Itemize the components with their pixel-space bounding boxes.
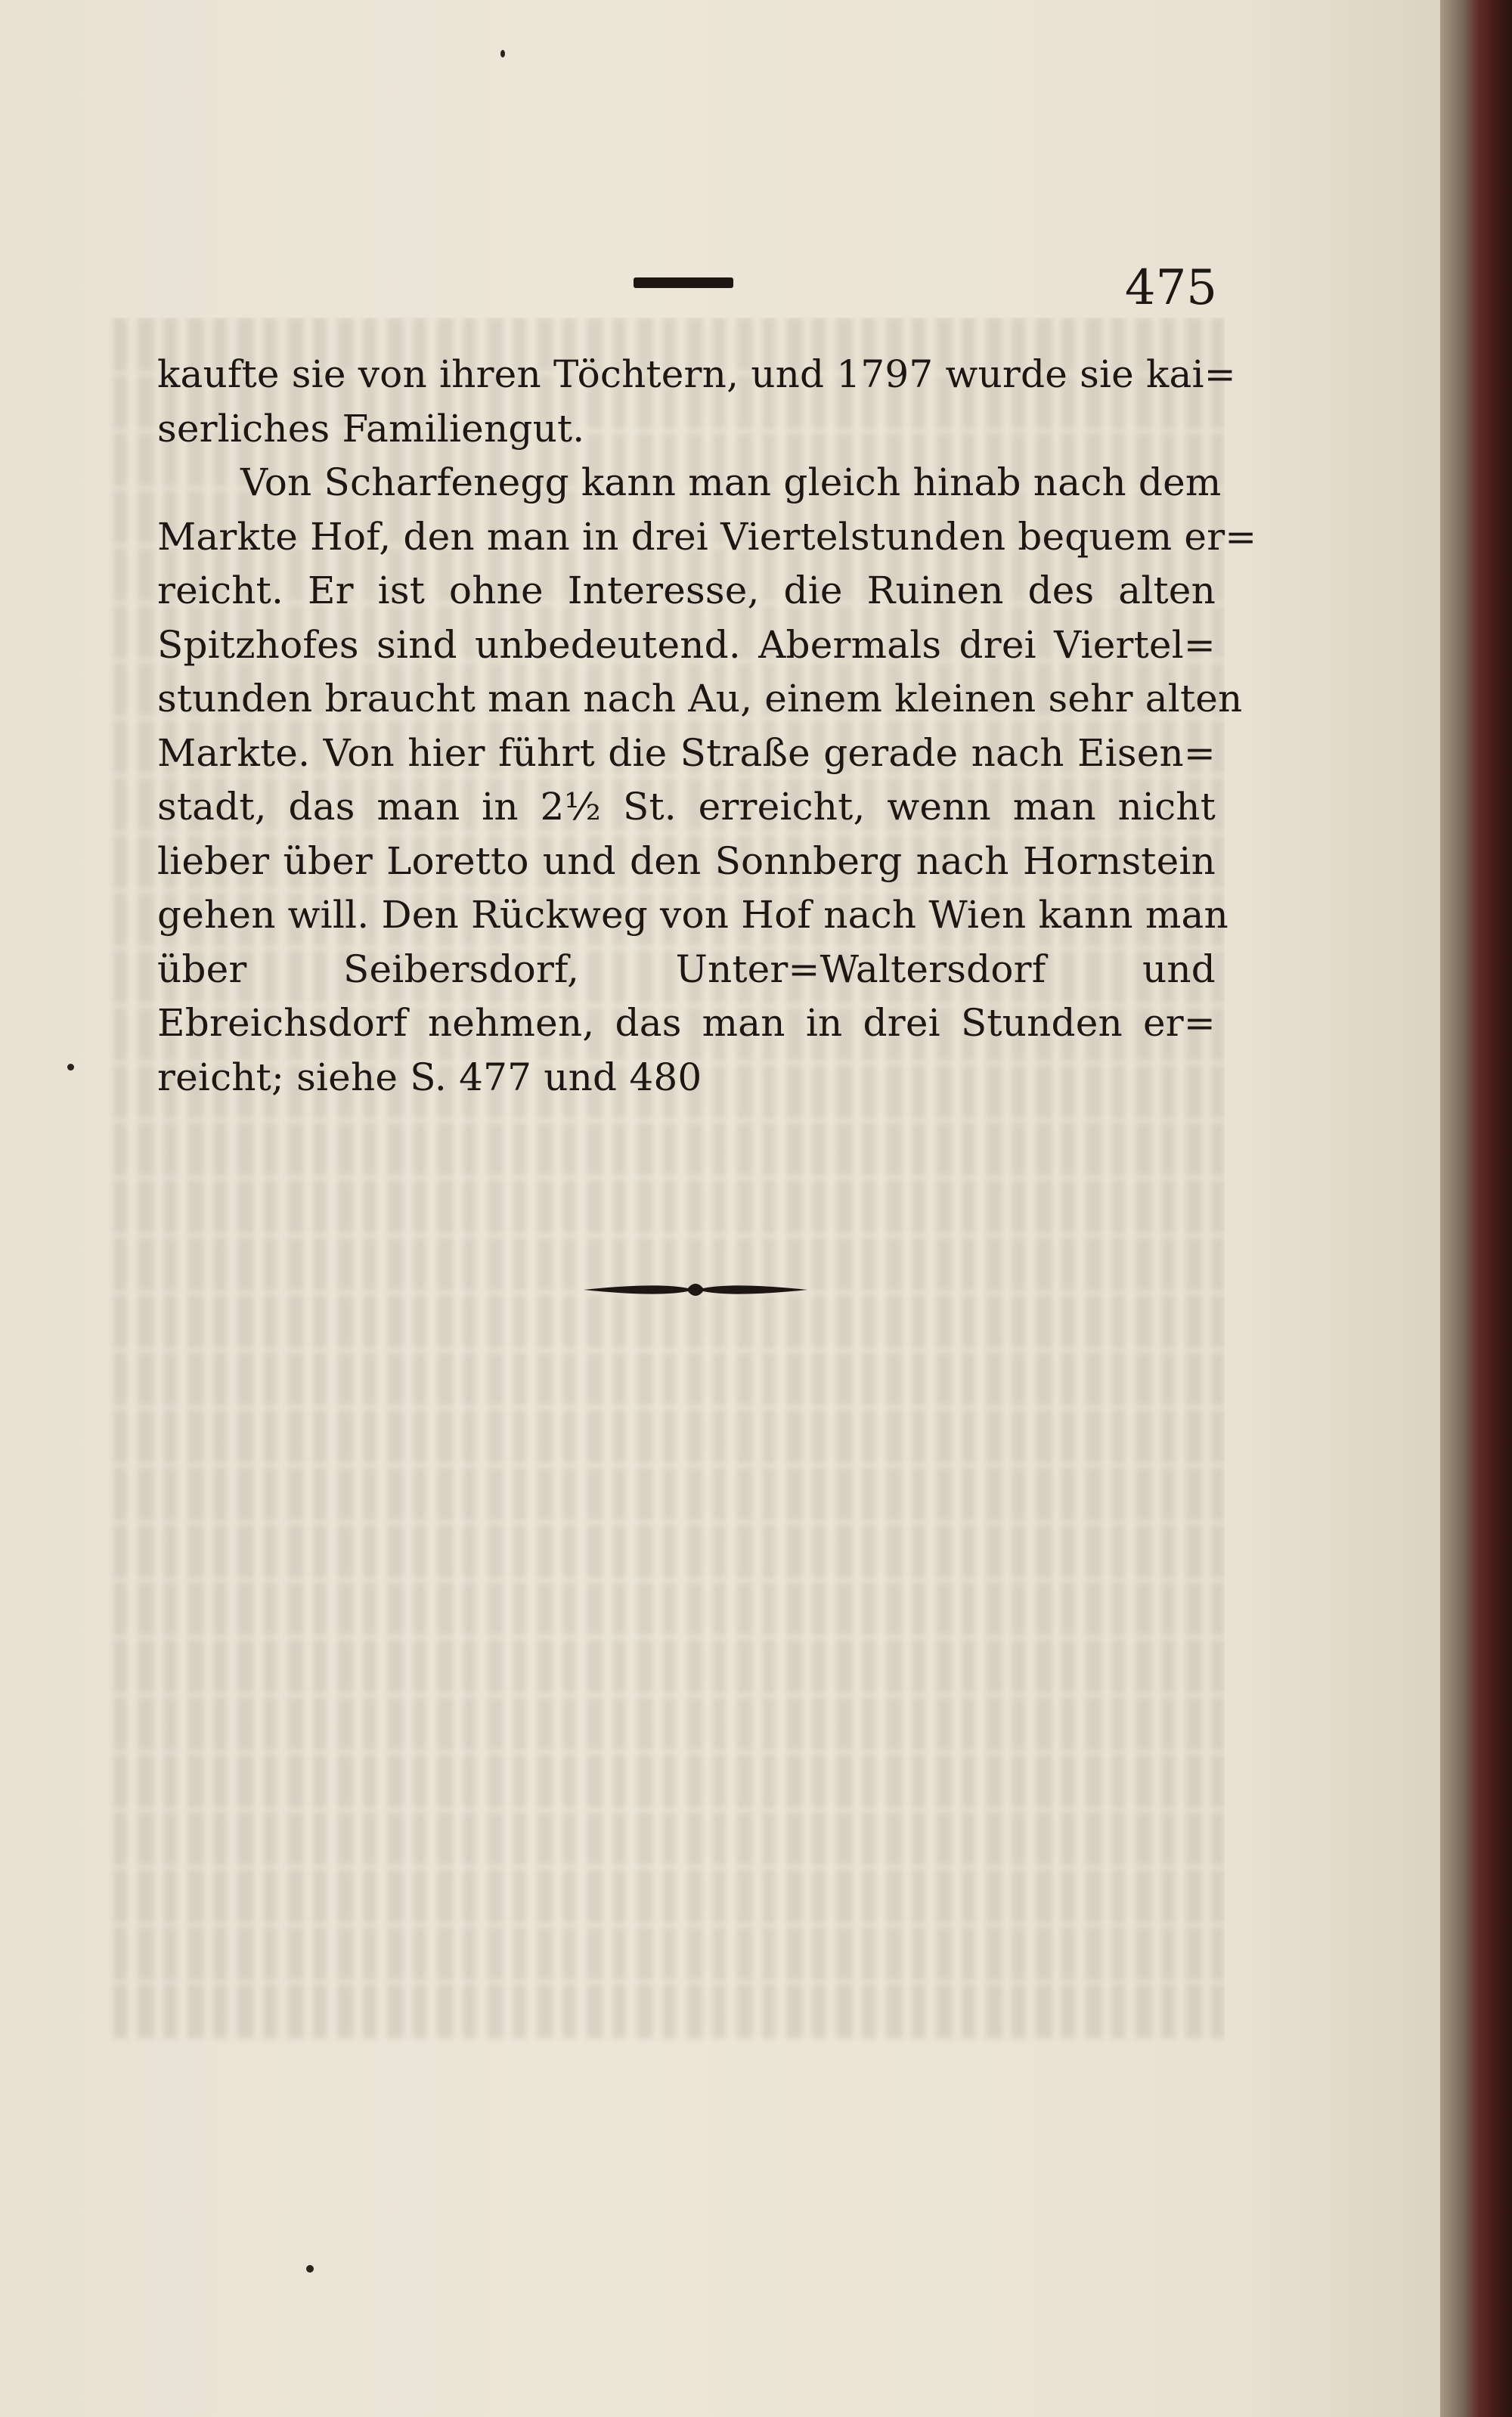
text-line: reicht; siehe S. 477 und 480 (157, 1055, 702, 1099)
ink-speck (67, 1064, 74, 1071)
page-number: 475 (1124, 260, 1217, 316)
header-rule (634, 277, 733, 288)
text-line: Ebreichsdorf nehmen, das man in drei Stunden er= (157, 1001, 1216, 1045)
text-line: reicht. Er ist ohne Interesse, die Ruinen des alten (157, 569, 1216, 612)
text-line: Markte Hof, den man in drei Viertelstunden bequem er= (157, 514, 1257, 559)
text-line: gehen will. Den Rückweg von Hof nach Wien kann man (157, 893, 1228, 937)
text-line: Von Scharfenegg kann man gleich hinab nach dem (240, 460, 1222, 504)
text-line: serliches Familiengut. (157, 406, 585, 451)
text-line: kaufte sie von ihren Töchtern, und 1797 wurde sie kai= (157, 352, 1236, 396)
book-edge (1440, 0, 1512, 2417)
body-text (157, 348, 1257, 1105)
text-line: über Seibersdorf, Unter=Waltersdorf und (157, 947, 1216, 991)
text-line: stadt, das man in 2½ St. erreicht, wenn man nicht (157, 785, 1216, 829)
text-line: lieber über Loretto und den Sonnberg nach Hornstein (157, 838, 1216, 883)
section-ornament (582, 1275, 809, 1305)
ink-speck (500, 50, 505, 57)
ink-speck (306, 2265, 314, 2273)
text-line: stunden braucht man nach Au, einem kleinen sehr alten (157, 677, 1243, 720)
text-line: Spitzhofes sind unbedeutend. Abermals drei Viertel= (157, 622, 1216, 667)
text-line: Markte. Von hier führt die Straße gerade nach Eisen= (157, 730, 1216, 775)
